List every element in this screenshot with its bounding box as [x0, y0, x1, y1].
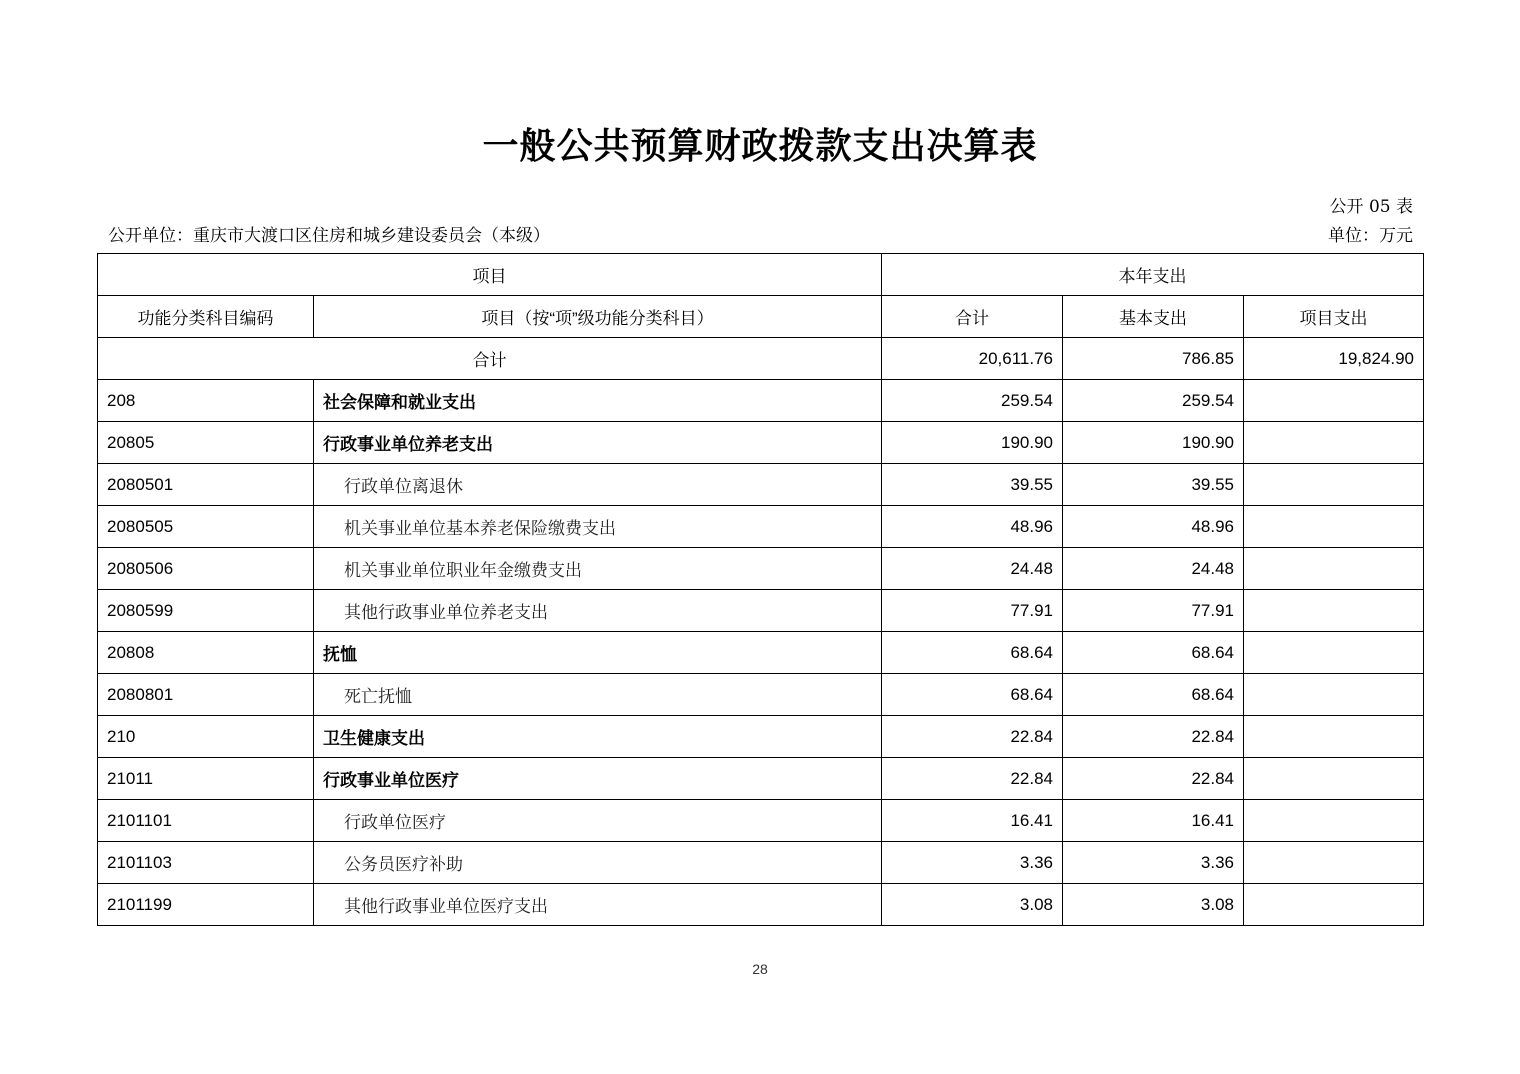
table-row	[98, 884, 1424, 926]
row-total: 68.64	[882, 632, 1063, 674]
totals-project: 19,824.90	[1244, 338, 1424, 380]
table-row	[98, 632, 1424, 674]
table-row	[98, 842, 1424, 884]
row-name: 死亡抚恤	[314, 674, 882, 716]
row-basic: 77.91	[1063, 590, 1244, 632]
header-row-top	[98, 254, 1424, 296]
totals-label: 合计	[98, 338, 882, 380]
row-basic: 22.84	[1063, 758, 1244, 800]
page-number: 28	[752, 961, 768, 977]
table-row	[98, 590, 1424, 632]
currency-unit: 单位：万元	[1328, 226, 1413, 246]
header-total: 合计	[882, 296, 1063, 338]
form-number: 公开 05 表	[1329, 197, 1413, 217]
table-row	[98, 758, 1424, 800]
row-basic: 24.48	[1063, 548, 1244, 590]
header-current-year: 本年支出	[882, 254, 1424, 296]
row-project	[1244, 632, 1424, 674]
row-total: 39.55	[882, 464, 1063, 506]
row-total: 48.96	[882, 506, 1063, 548]
totals-basic: 786.85	[1063, 338, 1244, 380]
table-row	[98, 800, 1424, 842]
row-total: 77.91	[882, 590, 1063, 632]
row-basic: 190.90	[1063, 422, 1244, 464]
row-project	[1244, 422, 1424, 464]
row-total: 16.41	[882, 800, 1063, 842]
row-project	[1244, 758, 1424, 800]
row-basic: 259.54	[1063, 380, 1244, 422]
row-code: 2101101	[98, 800, 314, 842]
row-code: 20808	[98, 632, 314, 674]
row-total: 3.36	[882, 842, 1063, 884]
row-basic: 22.84	[1063, 716, 1244, 758]
table-row	[98, 506, 1424, 548]
row-name: 行政事业单位养老支出	[314, 422, 882, 464]
header-name: 项目（按“项”级功能分类科目）	[314, 296, 882, 338]
row-project	[1244, 548, 1424, 590]
row-name: 抚恤	[314, 632, 882, 674]
row-basic: 3.08	[1063, 884, 1244, 926]
row-project	[1244, 464, 1424, 506]
row-total: 22.84	[882, 716, 1063, 758]
row-total: 259.54	[882, 380, 1063, 422]
header-code: 功能分类科目编码	[98, 296, 314, 338]
row-name: 行政单位医疗	[314, 800, 882, 842]
row-name: 行政单位离退休	[314, 464, 882, 506]
table-row	[98, 380, 1424, 422]
row-total: 190.90	[882, 422, 1063, 464]
row-project	[1244, 884, 1424, 926]
row-code: 208	[98, 380, 314, 422]
table-row	[98, 716, 1424, 758]
table-row	[98, 422, 1424, 464]
unit-line	[108, 221, 1413, 246]
reporting-unit: 公开单位：重庆市大渡口区住房和城乡建设委员会（本级）	[108, 226, 550, 246]
row-code: 2080801	[98, 674, 314, 716]
budget-table	[97, 253, 1424, 926]
table-row	[98, 464, 1424, 506]
row-basic: 16.41	[1063, 800, 1244, 842]
page-title: 一般公共预算财政拨款支出决算表	[482, 126, 1038, 167]
header-row-sub	[98, 296, 1424, 338]
row-basic: 48.96	[1063, 506, 1244, 548]
row-code: 2080599	[98, 590, 314, 632]
row-code: 2101103	[98, 842, 314, 884]
row-basic: 68.64	[1063, 632, 1244, 674]
row-code: 2080505	[98, 506, 314, 548]
row-code: 21011	[98, 758, 314, 800]
row-code: 2080506	[98, 548, 314, 590]
header-item: 项目	[98, 254, 882, 296]
row-total: 24.48	[882, 548, 1063, 590]
row-code: 2080501	[98, 464, 314, 506]
row-name: 卫生健康支出	[314, 716, 882, 758]
row-basic: 39.55	[1063, 464, 1244, 506]
row-project	[1244, 506, 1424, 548]
row-project	[1244, 590, 1424, 632]
row-name: 机关事业单位基本养老保险缴费支出	[314, 506, 882, 548]
row-code: 210	[98, 716, 314, 758]
table-row	[98, 548, 1424, 590]
row-project	[1244, 716, 1424, 758]
row-name: 其他行政事业单位养老支出	[314, 590, 882, 632]
row-total: 22.84	[882, 758, 1063, 800]
row-name: 公务员医疗补助	[314, 842, 882, 884]
row-basic: 68.64	[1063, 674, 1244, 716]
row-total: 68.64	[882, 674, 1063, 716]
row-name: 行政事业单位医疗	[314, 758, 882, 800]
row-code: 2101199	[98, 884, 314, 926]
row-project	[1244, 380, 1424, 422]
header-project: 项目支出	[1244, 296, 1424, 338]
row-project	[1244, 800, 1424, 842]
totals-row	[98, 338, 1424, 380]
totals-total: 20,611.76	[882, 338, 1063, 380]
table-row	[98, 674, 1424, 716]
row-name: 机关事业单位职业年金缴费支出	[314, 548, 882, 590]
row-basic: 3.36	[1063, 842, 1244, 884]
row-code: 20805	[98, 422, 314, 464]
row-total: 3.08	[882, 884, 1063, 926]
header-basic: 基本支出	[1063, 296, 1244, 338]
row-project	[1244, 842, 1424, 884]
row-project	[1244, 674, 1424, 716]
row-name: 其他行政事业单位医疗支出	[314, 884, 882, 926]
row-name: 社会保障和就业支出	[314, 380, 882, 422]
